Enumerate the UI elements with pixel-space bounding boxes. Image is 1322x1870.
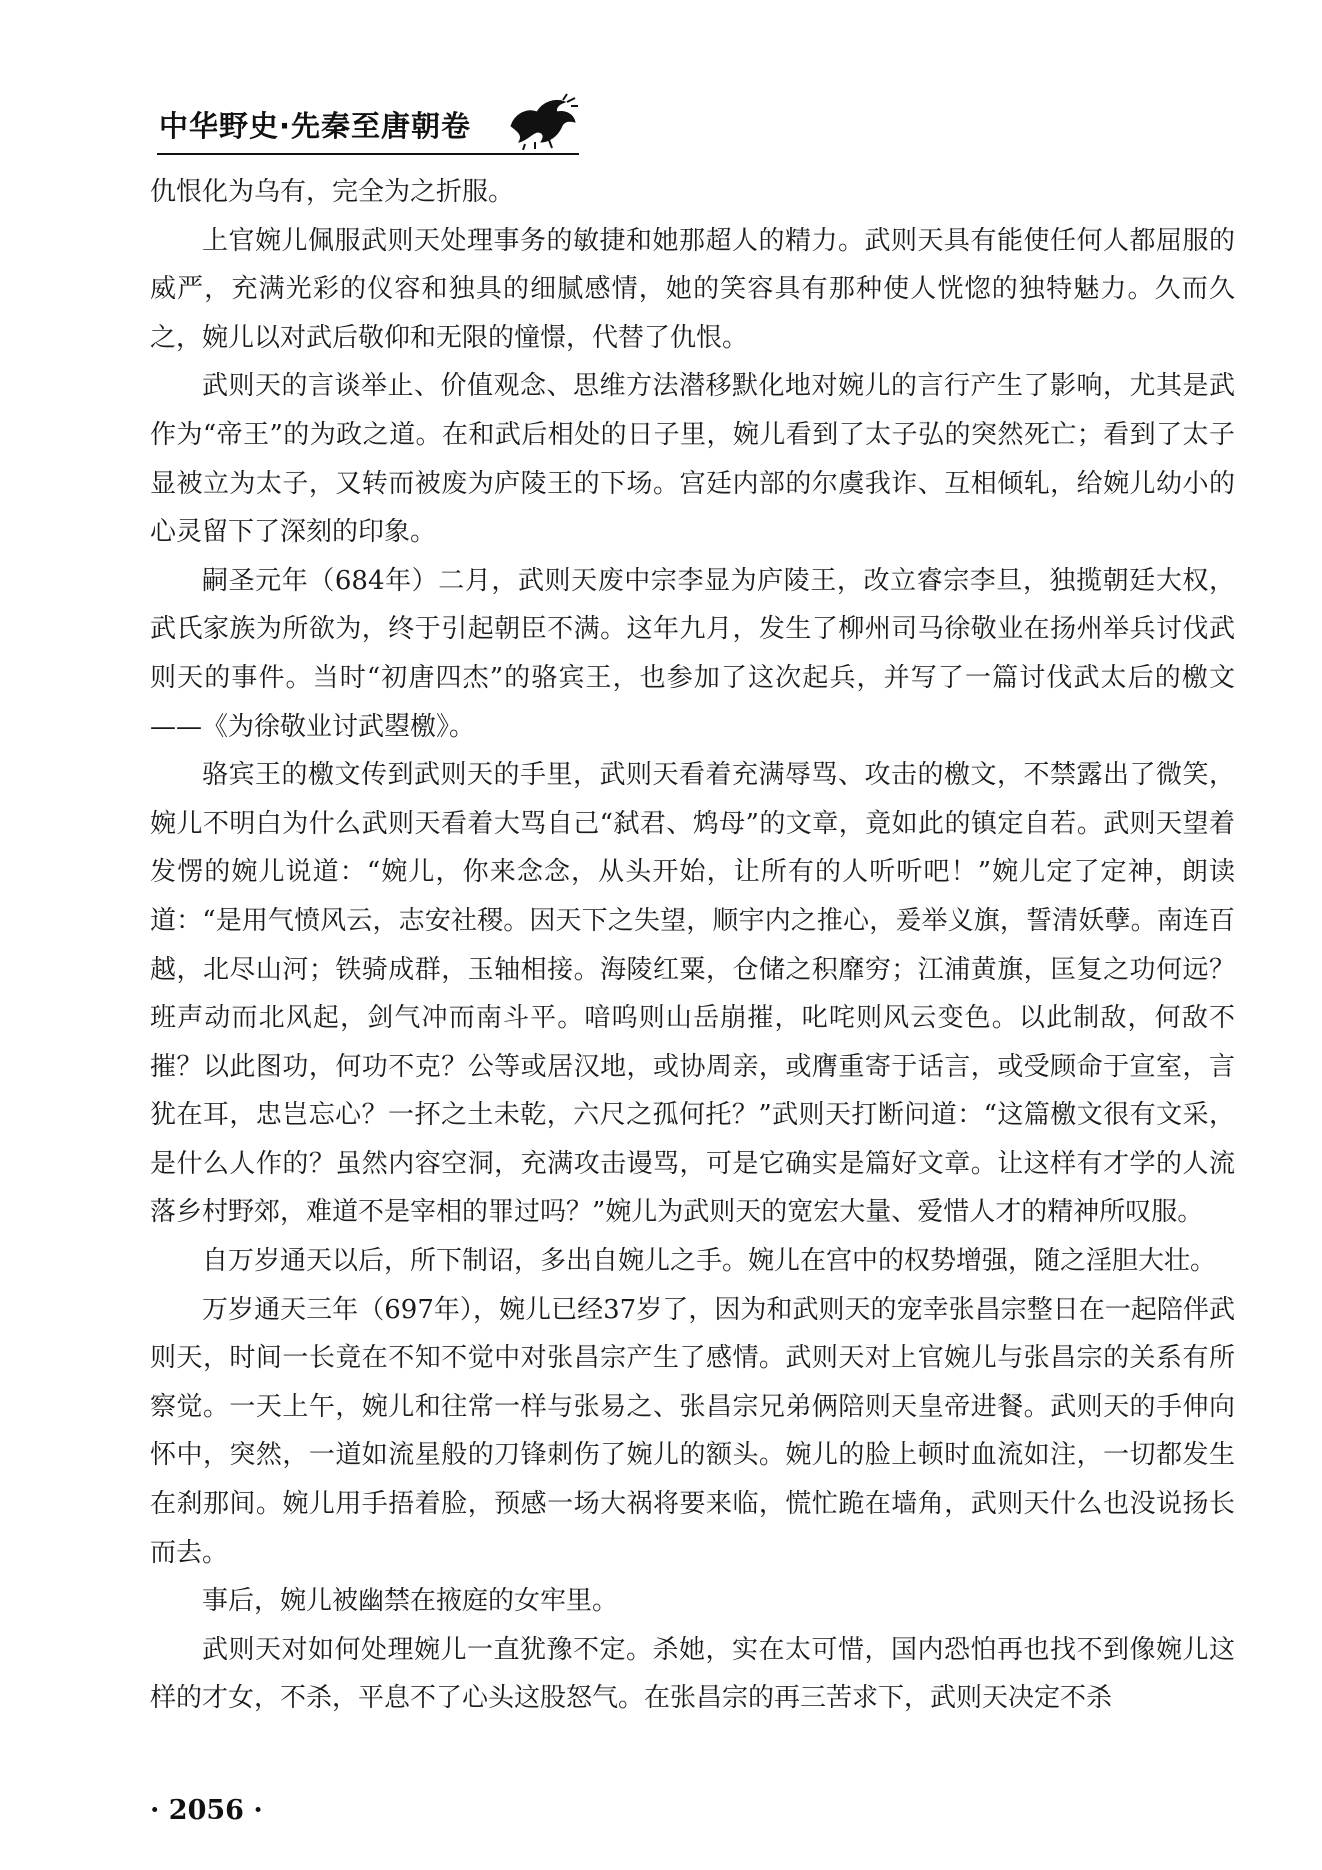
- body-text: [150, 168, 1235, 1723]
- paragraph-1: 仇恨化为乌有，完全为之折服。: [150, 177, 515, 207]
- paragraph-8: 事后，婉儿被幽禁在掖庭的女牢里。: [202, 1586, 619, 1617]
- paragraph-9: 武则天对如何处理婉儿一直犹豫不定。杀她，实在太可惜，国内恐怕再也找不到像婉儿这样的才女，不杀，平息不了心头这股怒气。在张昌宗的再三苦求下，武则天决定不杀: [150, 1634, 1235, 1714]
- header-title: 中华野史·先秦至唐朝卷: [159, 109, 472, 143]
- paragraph-4: 嗣圣元年（684年）二月，武则天废中宗李显为庐陵王，改立睿宗李旦，独揽朝廷大权，武氏家族为所欲为，终于引起朝臣不满。这年九月，发生了柳州司马徐敬业在扬州举兵讨伐武则天的事件。当时“初唐四杰”的骆宾王，也参加了这次起兵，并写了一篇讨伐武太后的檄文——《为徐敬业讨武曌檄》。: [150, 565, 1235, 742]
- paragraph-2: 上官婉儿佩服武则天处理事务的敏捷和她那超人的精力。武则天具有能使任何人都屈服的威严，充满光彩的仪容和独具的细腻感情，她的笑容具有那种使人恍惚的独特魅力。久而久之，婉儿以对武后敬仰和无限的憧憬，代替了仇恨。: [150, 225, 1235, 353]
- paragraph-5: 骆宾王的檄文传到武则天的手里，武则天看着充满辱骂、攻击的檄文，不禁露出了微笑，婉儿不明白为什么武则天看着大骂自己“弑君、鸩母”的文章，竟如此的镇定自若。武则天望着发愣的婉儿说道：“婉儿，你来念念，从头开始，让所有的人听听吧！”婉儿定了定神，朗读道：“是用气愤风云，志安社稷。因天下之失望，顺宇内之推心，爰举义旗，誓清妖孽。南连百越，北尽山河；铁骑成群，玉轴相接。海陵红粟，仓储之积靡穷；江浦黄旗，匡复之功何远？班声动而北风起，剑气冲而南斗平。喑呜则山岳崩摧，叱咤则风云变色。以此制敌，何敌不摧？以此图功，何功不克？公等或居汉地，或协周亲，或膺重寄于话言，或受顾命于宣室，言犹在耳，忠岂忘心？一抔之土未乾，六尺之孤何托？”武则天打断问道：“这篇檄文很有文采，是什么人作的？虽然内容空洞，充满攻击谩骂，可是它确实是篇好文章。让这样有才学的人流落乡村野郊，难道不是宰相的罪过吗？”婉儿为武则天的宽宏大量、爱惜人才的精神所叹服。: [150, 760, 1235, 1228]
- paragraph-3: 武则天的言谈举止、价值观念、思维方法潜移默化地对婉儿的言行产生了影响，尤其是武作为“帝王”的为政之道。在和武后相处的日子里，婉儿看到了太子弘的突然死亡；看到了太子显被立为太子，又转而被废为庐陵王的下场。宫廷内部的尔虞我诈、互相倾轧，给婉儿幼小的心灵留下了深刻的印象。: [150, 371, 1235, 548]
- running-header: [157, 92, 577, 152]
- dragon-emblem-icon: [505, 92, 579, 150]
- page-number: · 2056 ·: [150, 1795, 263, 1826]
- paragraph-6: 自万岁通天以后，所下制诏，多出自婉儿之手。婉儿在宫中的权势增强，随之淫胆大壮。: [202, 1246, 1217, 1277]
- paragraph-7: 万岁通天三年（697年），婉儿已经37岁了，因为和武则天的宠幸张昌宗整日在一起陪伴武则天，时间一长竟在不知不觉中对张昌宗产生了感情。武则天对上官婉儿与张昌宗的关系有所察觉。一天上午，婉儿和往常一样与张易之、张昌宗兄弟俩陪则天皇帝进餐。武则天的手伸向怀中，突然，一道如流星般的刀锋刺伤了婉儿的额头。婉儿的脸上顿时血流如注，一切都发生在刹那间。婉儿用手捂着脸，预感一场大祸将要来临，慌忙跪在墙角，武则天什么也没说扬长而去。: [150, 1294, 1235, 1568]
- header-rule: [157, 153, 579, 155]
